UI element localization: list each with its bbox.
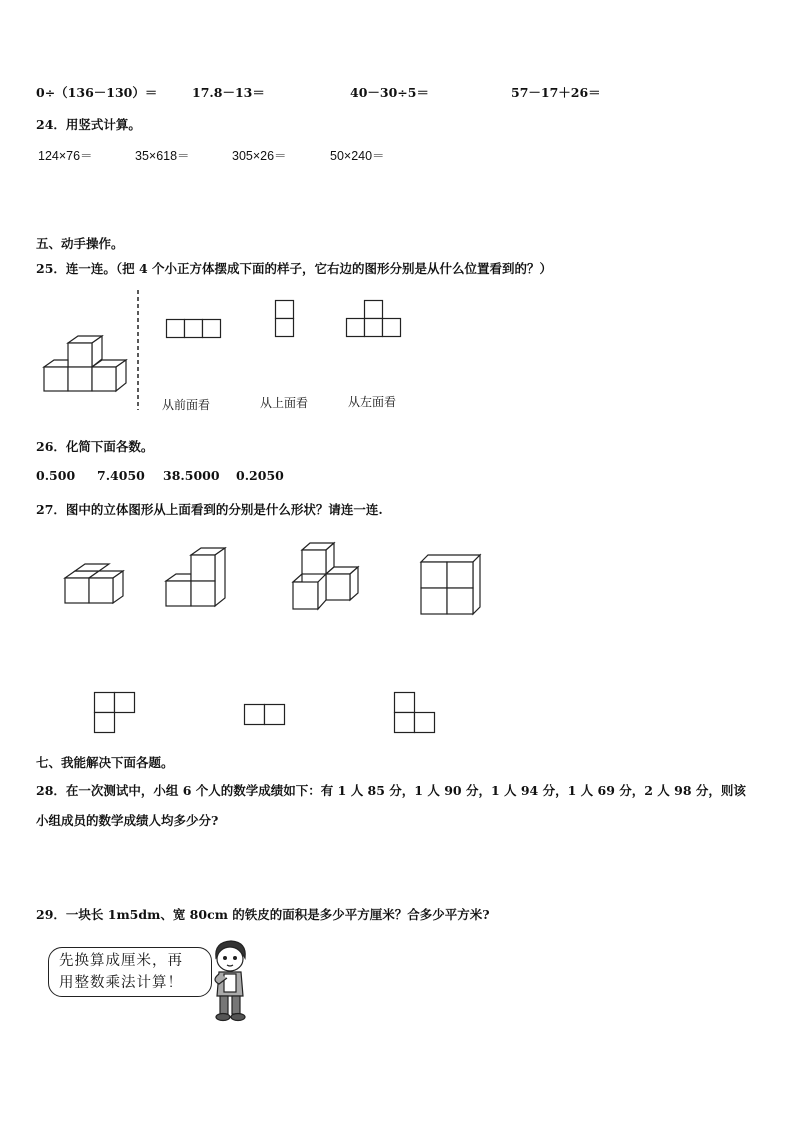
hint-line-2: 用整数乘法计算！: [59, 975, 183, 991]
hint-speech-bubble: [48, 947, 212, 997]
q25-view-top-shape: [275, 300, 295, 338]
q28-line-2: 小组成员的数学成绩人均多少分?: [36, 813, 219, 828]
calc-item-4: 57－17＋26＝: [511, 85, 601, 100]
q26-number-2: 7.4050: [97, 468, 145, 483]
q25-view-left-shape: [346, 300, 402, 338]
q26-number-3: 38.5000: [163, 468, 220, 483]
hint-line-1: 先换算成厘米，再: [59, 953, 183, 969]
q25-title: 25．连一连。（把 4 个小正方体摆成下面的样子，它右边的图形分别是从什么位置看到的？）: [36, 261, 553, 276]
q27-solid-4: [420, 554, 484, 616]
q29-title: 29．一块长 1m5dm、宽 80cm 的铁皮的面积是多少平方厘米？合多少平方米?: [36, 907, 490, 922]
q27-title: 27．图中的立体图形从上面看到的分别是什么形状？请连一连.: [36, 502, 383, 517]
q24-title: 24．用竖式计算。: [36, 117, 141, 132]
q25-label-top: 从上面看: [260, 396, 309, 410]
q27-top-view-2: [244, 704, 286, 726]
q25-cube-figure: [40, 335, 130, 400]
q24-item-2: 35×618＝: [135, 149, 190, 163]
calc-item-2: 17.8－13＝: [192, 85, 265, 100]
q27-solid-2: [165, 547, 229, 609]
q26-number-1: 0.500: [36, 468, 76, 483]
calc-item-3: 40－30÷5＝: [350, 85, 429, 100]
q26-title: 26．化简下面各数。: [36, 439, 154, 454]
q27-top-view-3: [394, 692, 436, 734]
calc-item-1: 0÷（136－130）＝: [36, 85, 158, 100]
section-five-heading: 五、动手操作。: [36, 236, 124, 251]
q25-label-front: 从前面看: [162, 398, 211, 412]
boy-illustration: [205, 938, 255, 1024]
dashed-divider: [136, 290, 140, 410]
q27-solid-1: [64, 563, 128, 605]
q24-item-3: 305×26＝: [232, 149, 287, 163]
section-seven-heading: 七、我能解决下面各题。: [36, 755, 174, 770]
q26-number-4: 0.2050: [236, 468, 284, 483]
q25-view-front-shape: [166, 319, 222, 339]
q24-item-4: 50×240＝: [330, 149, 385, 163]
q27-top-view-1: [94, 692, 136, 734]
q25-label-left: 从左面看: [348, 395, 397, 409]
q24-item-1: 124×76＝: [38, 149, 93, 163]
q27-solid-3: [292, 542, 362, 612]
q28-line-1: 28．在一次测试中，小组 6 个人的数学成绩如下：有 1 人 85 分，1 人 90 分，1 人 94 分，1 人 69 分，2 人 98 分，则该: [36, 783, 746, 798]
